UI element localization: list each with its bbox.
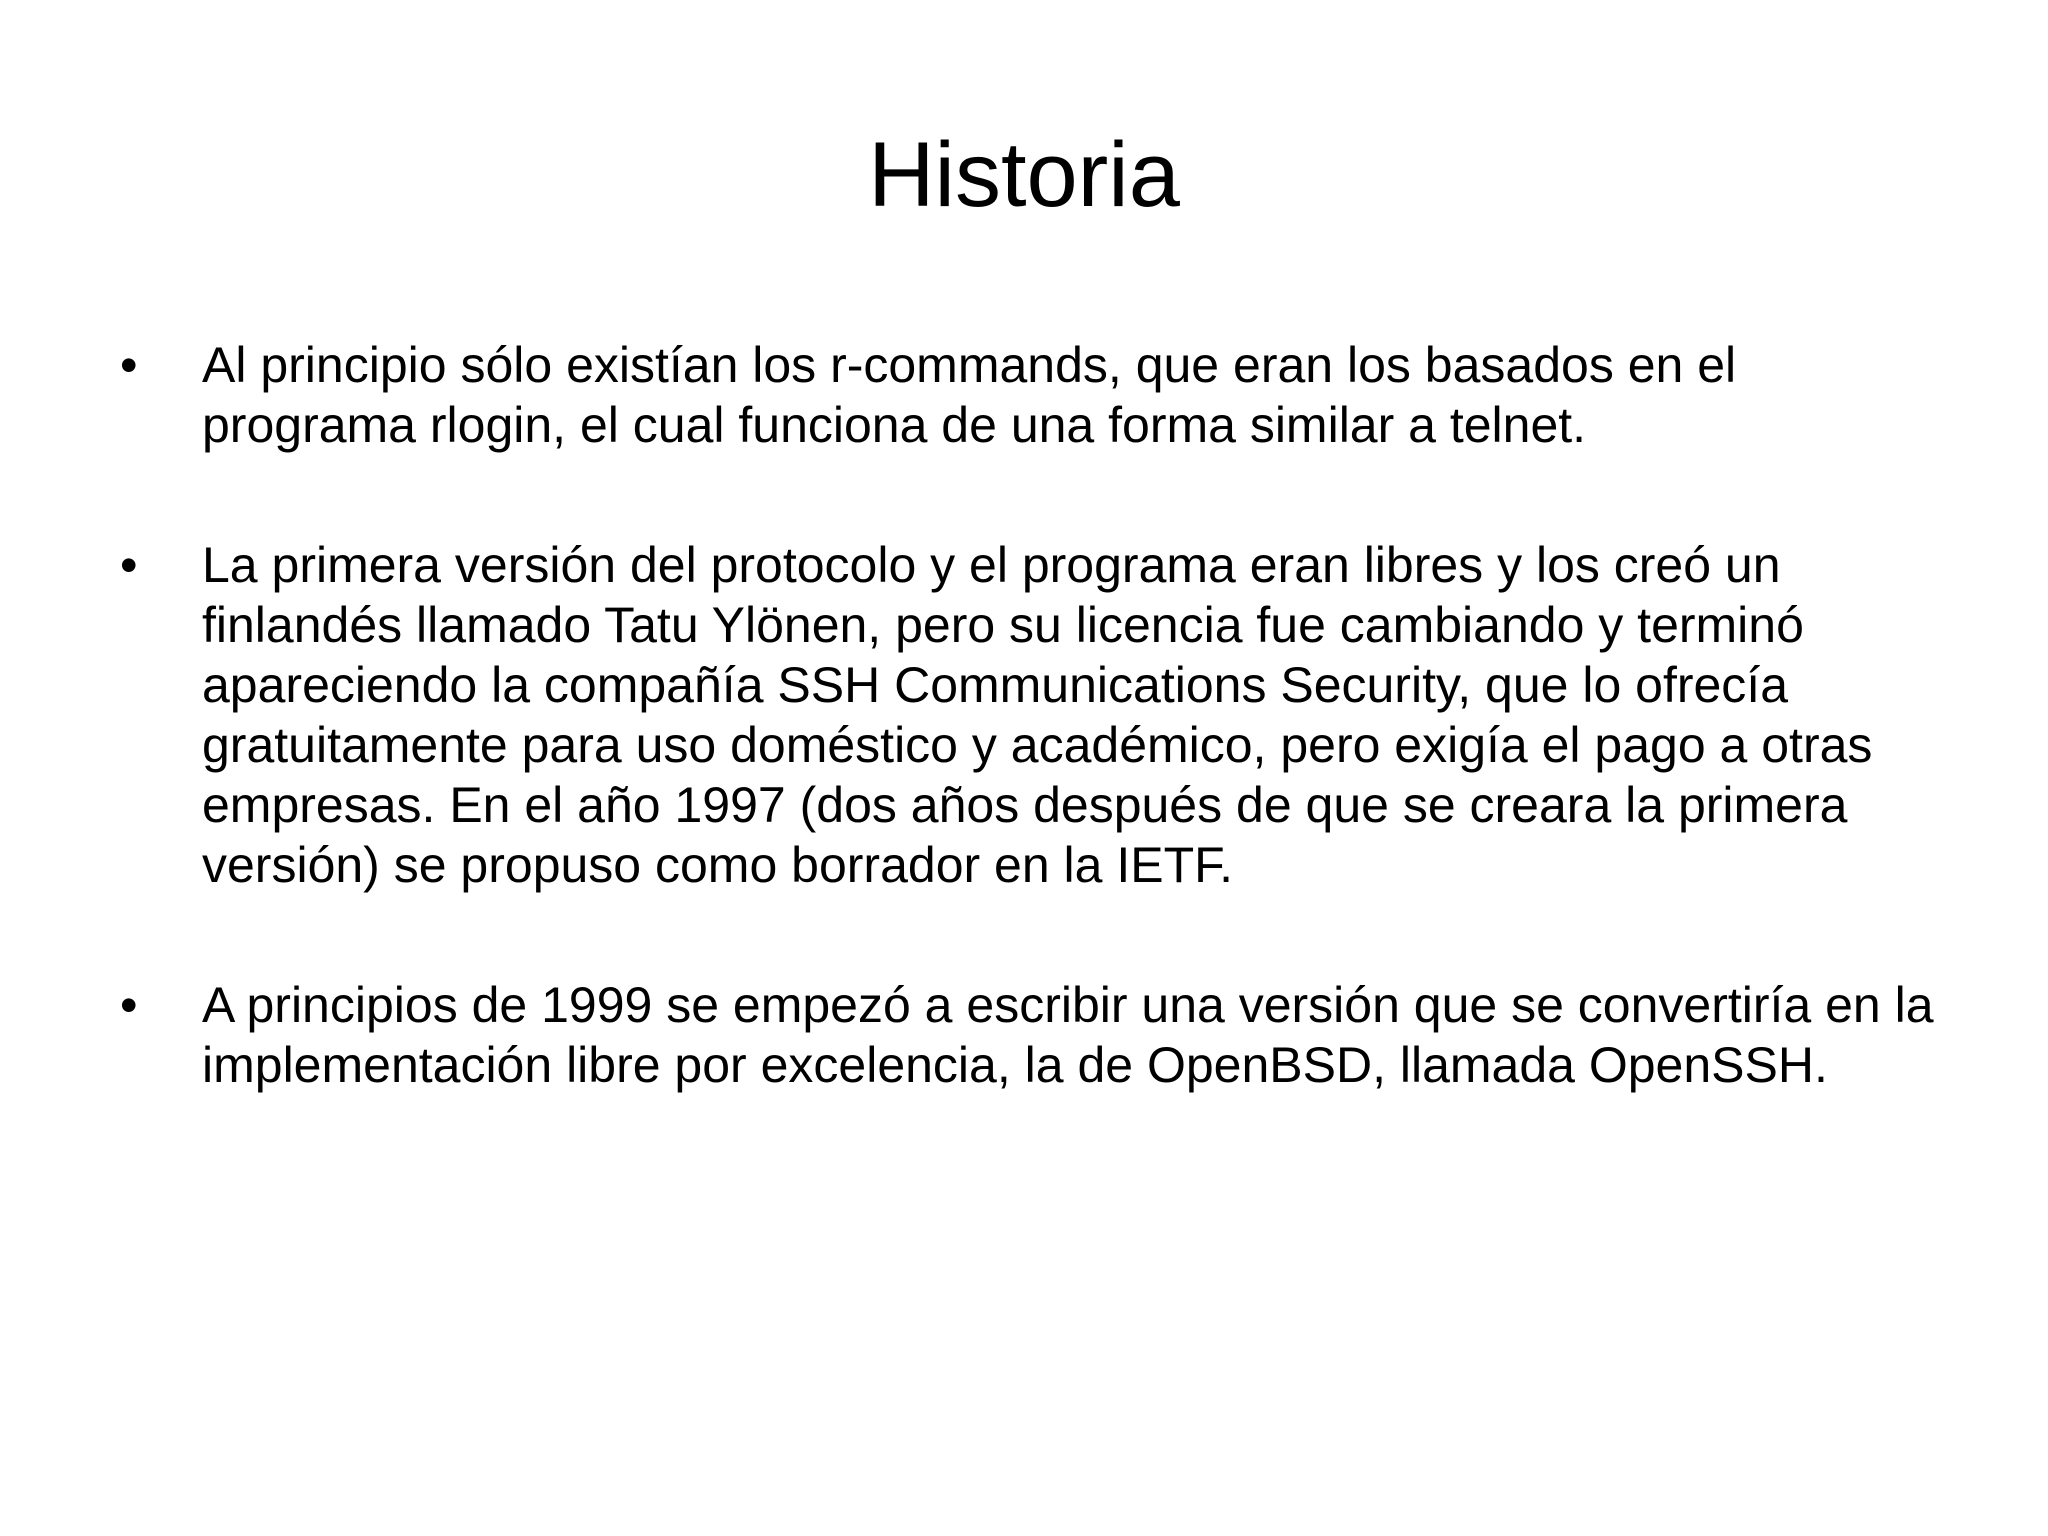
bullet-dot-icon: • xyxy=(120,537,138,593)
bullet-text: La primera versión del protocolo y el programa eran libres y los creó un finlandés llamado Tatu Ylönen, pero su licencia fue cambiando y terminó apareciendo la compañía SSH Communications Security, que lo ofrecía gratuitamente para uso doméstico y académico, pero exigía el pago a otras empresas. En el año 1997 (dos años después de que se creara la primera versión) se propuso como borrador en la IETF. xyxy=(202,537,1873,893)
bullet-item xyxy=(120,975,1940,1095)
bullet-dot-icon: • xyxy=(120,337,138,393)
bullet-text: Al principio sólo existían los r-commands, que eran los basados en el programa rlogin, el cual funciona de una forma similar a telnet. xyxy=(202,337,1737,453)
bullet-text: A principios de 1999 se empezó a escribir una versión que se convertiría en la implementación libre por excelencia, la de OpenBSD, llamada OpenSSH. xyxy=(202,977,1934,1093)
bullet-list xyxy=(120,335,1940,1175)
bullet-item xyxy=(120,535,1940,895)
bullet-dot-icon: • xyxy=(120,977,138,1033)
slide-title: Historia xyxy=(868,124,1180,226)
bullet-item xyxy=(120,335,1940,455)
